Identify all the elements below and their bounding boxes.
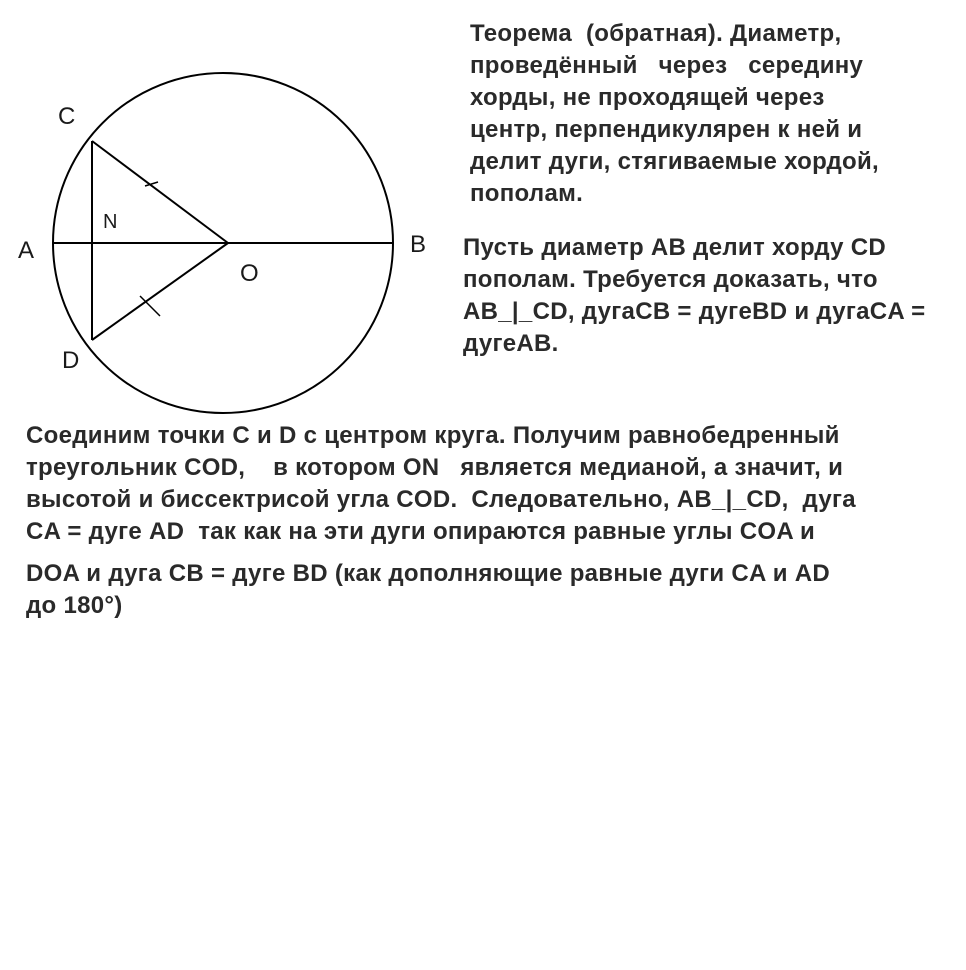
- given-statement: [463, 232, 953, 360]
- proof-line: CA = дуге AD так как на эти дуги опираются равные углы COA и: [26, 518, 816, 545]
- given-line: пополам. Требуется доказать, что: [463, 266, 878, 293]
- label-b: B: [410, 231, 427, 258]
- circle-diagram: [0, 0, 470, 420]
- label-n: N: [103, 211, 118, 233]
- label-d: D: [62, 347, 80, 374]
- label-o: O: [240, 260, 259, 287]
- proof-line: DOA и дуга CB = дуге BD (как дополняющие равные дуги CA и AD: [26, 560, 830, 587]
- theorem-line: делит дуги, стягиваемые хордой,: [470, 148, 879, 175]
- theorem-statement: [470, 18, 910, 210]
- given-line: дугеAB.: [463, 330, 559, 357]
- given-line: Пусть диаметр AB делит хорду CD: [463, 234, 887, 261]
- segment-do: [92, 243, 228, 340]
- label-c: C: [58, 103, 76, 130]
- theorem-line: проведённый через середину: [470, 52, 864, 79]
- theorem-line: Теорема (обратная). Диаметр,: [470, 20, 842, 47]
- theorem-line: центр, перпендикулярен к ней и: [470, 116, 863, 143]
- proof-text: [26, 420, 936, 622]
- theorem-line: хорды, не проходящей через: [470, 84, 825, 111]
- proof-line: треугольник COD, в котором ON является медианой, а значит, и: [26, 454, 844, 481]
- proof-line: высотой и биссектрисой угла COD. Следовательно, AB_|_CD, дуга: [26, 486, 856, 513]
- label-a: A: [18, 237, 35, 264]
- theorem-line: пополам.: [470, 180, 584, 207]
- proof-line: Соединим точки C и D с центром круга. Получим равнобедренный: [26, 422, 840, 449]
- given-line: AB_|_CD, дугаCB = дугеBD и дугаCA =: [463, 298, 926, 325]
- proof-line: до 180°): [26, 592, 123, 619]
